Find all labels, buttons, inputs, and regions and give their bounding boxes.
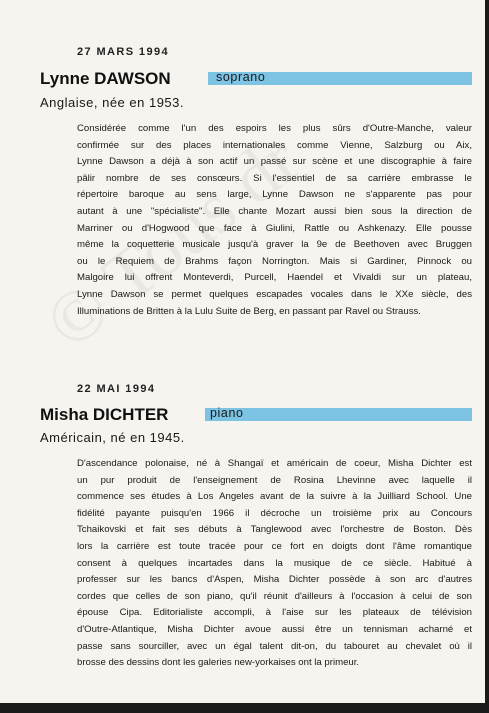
bio-line: un pur produit de l'enseignement de Rosina Lhevinne avec laquelle il [77, 474, 472, 486]
artist-name: Misha DICHTER [40, 405, 169, 424]
artist-origin: Anglaise, née en 1953. [40, 95, 184, 110]
artist-role: piano [210, 406, 244, 420]
artist-biography [77, 456, 472, 672]
bio-line: épouse Cipa. Editorialiste accompli, à l'aise sur les plateaux de télévision [77, 607, 472, 619]
bio-line: répertoire baroque au sens large, Lynne Dawson ne s'apparente pas pour [77, 189, 472, 201]
bio-line: commence ses études à Los Angeles avant de la suivre à la Juilliard School. Une [77, 491, 472, 503]
bio-line: cordes que celles de son piano, qu'il réunit d'ailleurs à l'occasion à celui de son [77, 590, 472, 602]
bio-line: consent à quelques incartades dans la musique de ce siècle. Habitué à [77, 557, 472, 569]
concert-date: 22 MAI 1994 [77, 383, 156, 395]
bio-line: Considérée comme l'un des espoirs les plus sûrs d'Outre-Manche, valeur [77, 123, 472, 134]
bio-line: autant à une "spécialiste". Elle chante Mozart aussi bien sous la direction de [77, 205, 472, 217]
bio-line: d'Outre-Atlantique, Misha Dichter avoue aussi être un tennisman acharné et [77, 623, 472, 635]
bio-line: passe sans sourciller, avec un égal talent dit-on, du tabouret au chevalet où il [77, 640, 472, 652]
bio-line: Lynne Dawson a déjà à son actif un passé sur scène et une discographie à faire [77, 156, 472, 168]
concert-date: 27 MARS 1994 [77, 46, 170, 58]
artist-role: soprano [216, 70, 266, 84]
bio-line: même la coquetterie musicale jusqu'à graver la 9e de Beethoven avec Bruggen [77, 239, 472, 251]
bio-line: lors la carrière est toute tracée pour ce fort en doigts dont l'âme romantique [77, 540, 472, 552]
bio-line: D'ascendance polonaise, né à Shangaï et américain de coeur, Misha Dichter est [77, 458, 472, 469]
bio-line: Lynne Dawson se permet quelques escapades vocales dans le XXe siècle, des [77, 288, 472, 300]
bio-line: professer sur les bancs d'Aspen, Misha Dichter possède à son arc d'autres [77, 574, 472, 586]
bio-line: Illuminations de Britten à la Lulu Suite de Berg, en passant par Ravel ou Strauss. [77, 305, 421, 317]
artist-biography [77, 121, 472, 320]
bio-line: Malgoire lui offrent Monteverdi, Purcell, Haendel et Vivaldi sur un plateau, [77, 272, 472, 284]
bio-line: confirmée sur des places internationales comme Vienne, Salzburg ou Aix, [77, 139, 472, 151]
bio-line: pâlir nombre de ses consœurs. Si l'essentiel de sa carrière embrasse le [77, 172, 472, 184]
bio-line: brosse des dessins dont les galeries new-yorkaises ont la primeur. [77, 657, 360, 669]
artist-origin: Américain, né en 1945. [40, 430, 185, 445]
bio-line: Marriner ou d'Hogwood que face à Giulini, Rattle ou Ashkenazy. Elle pousse [77, 222, 472, 234]
bio-line: Tchaikovski et fait ses débuts à Tanglewood avec l'orchestre de Boston. Dès [77, 524, 472, 536]
highlight-band [205, 408, 472, 421]
bio-line: ou le Requiem de Brahms façon Norrington. Mais si Gardiner, Pinnock ou [77, 255, 472, 267]
artist-name: Lynne DAWSON [40, 69, 171, 88]
bio-line: fidélité payante puisqu'en 1966 il décroche un troisième prix au Concours [77, 507, 472, 519]
